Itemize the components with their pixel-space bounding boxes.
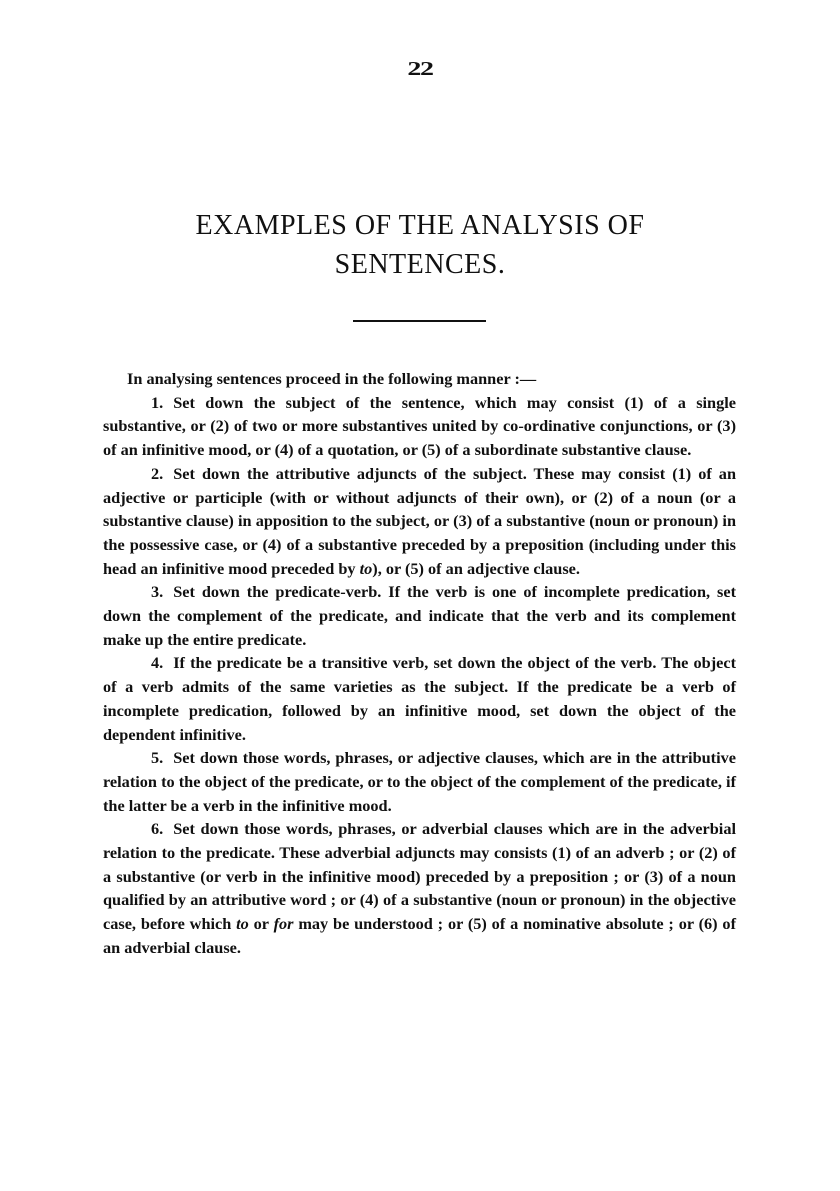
item-2-italic-to: to <box>359 558 373 578</box>
item-2-number: 2. <box>151 463 164 483</box>
intro-paragraph: In analysing sentences proceed in the following manner :— <box>127 369 537 388</box>
item-6-italic-to: to <box>236 914 249 934</box>
item-2-paragraph <box>103 462 736 581</box>
page-title <box>110 206 730 284</box>
item-2-text-a: Set down the attributive adjuncts of the subject. These may consist (1) of an adjective or participle (with or without adjuncts of their own), or (2) of a noun (or a substantive clause) in apposition to the subject, or (3) of a substantive (noun or pronoun) in the possessive case, or (4) of a substantive preceded by a preposition (including under this head an infinitive mood preceded by <box>103 463 736 578</box>
item-6-number: 6. <box>151 819 164 839</box>
item-6-text-b: or <box>248 914 274 934</box>
item-1-paragraph <box>103 391 736 462</box>
item-4-text: If the predicate be a transitive verb, set down the object of the verb. The object of a verb admits of the same varieties as the subject. If the predicate be a verb of incomplete predication, followed by an infinitive mood, set down the object of the dependent infinitive. <box>103 653 736 744</box>
item-6-italic-for: for <box>273 914 294 934</box>
item-6-text-a: Set down those words, phrases, or adverbial clauses which are in the adverbial relation to the predicate. These adverbial adjuncts may consists (1) of an adverb ; or (2) of a substantive (or verb in the infinitive mood) preceded by a preposition ; or (3) of a noun qualified by an attributive word ; or (4) of a substantive (noun or pronoun) in the objective case, before which <box>103 819 736 934</box>
item-3-paragraph <box>103 580 736 651</box>
item-5-number: 5. <box>151 748 164 768</box>
item-5-paragraph <box>103 746 736 817</box>
item-4-paragraph <box>103 651 736 746</box>
item-1-number: 1. <box>151 392 164 412</box>
item-6-paragraph <box>103 817 736 959</box>
item-1-text: Set down the subject of the sentence, which may consist (1) of a single substantive, or (2) of two or more substantives united by co-ordinative conjunctions, or (3) of an infinitive mood, or (4) of a quotation, or (5) of a subordinate substantive clause. <box>103 392 736 460</box>
title-line-1: EXAMPLES OF THE ANALYSIS OF <box>195 210 645 241</box>
page-number-mark: 22 <box>407 58 433 80</box>
title-divider <box>353 320 486 322</box>
item-3-number: 3. <box>151 582 164 602</box>
item-4-number: 4. <box>151 653 164 673</box>
item-6-text-c: may be understood ; or (5) of a nominative absolute ; or (6) of an adverbial clause. <box>103 914 736 957</box>
item-5-text: Set down those words, phrases, or adjective clauses, which are in the attributive relation to the object of the predicate, or to the object of the complement of the predicate, if the latter be a verb in the infinitive mood. <box>103 748 736 815</box>
title-line-2: SENTENCES. <box>334 249 506 280</box>
body-text <box>103 367 736 960</box>
item-2-text-b: ), or (5) of an adjective clause. <box>372 558 580 578</box>
item-3-text: Set down the predicate-verb. If the verb is one of incomplete predication, set down the complement of the predicate, and indicate that the verb and its complement make up the entire predicate. <box>103 582 736 649</box>
